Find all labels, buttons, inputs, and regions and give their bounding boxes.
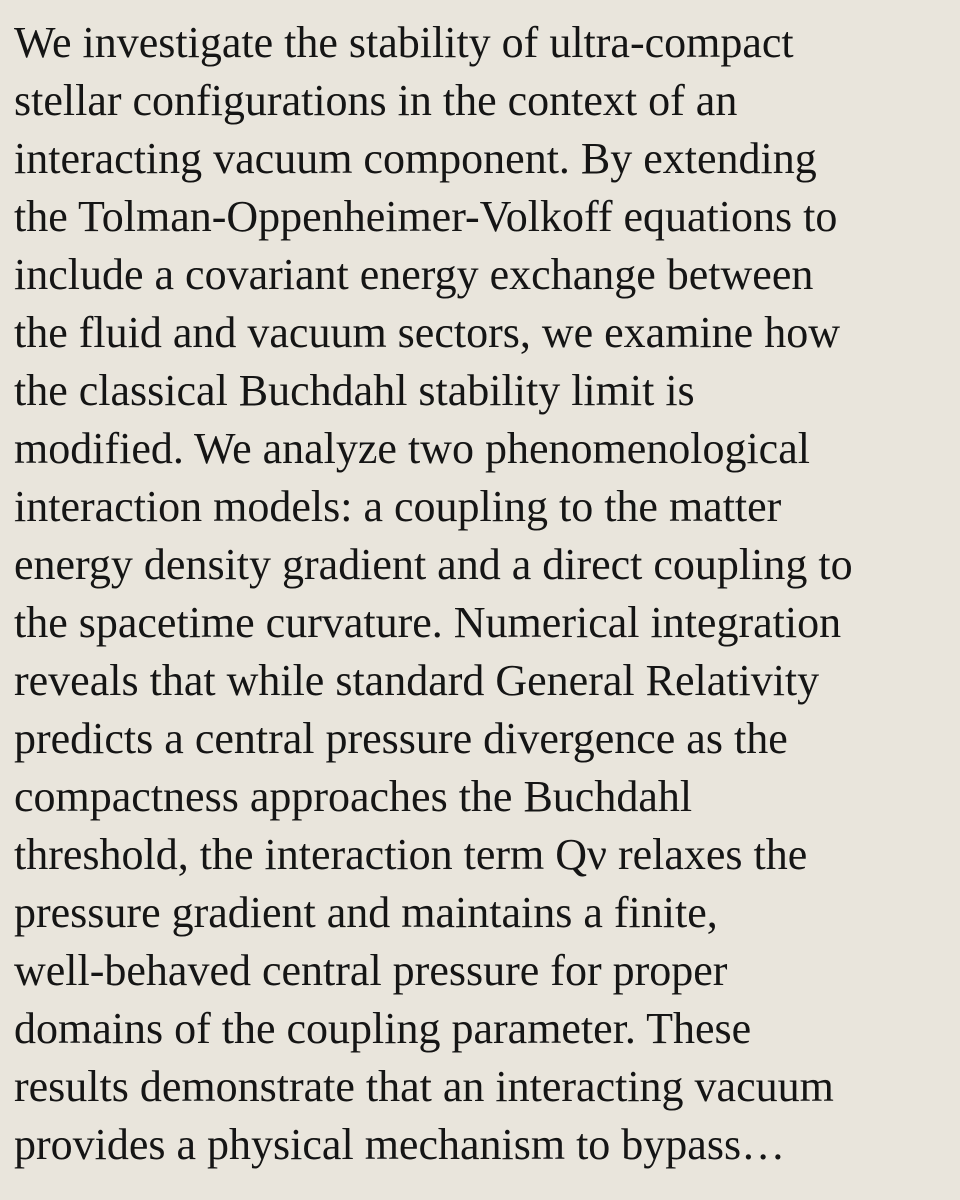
abstract-line: interacting vacuum component. By extending [14, 134, 817, 183]
abstract-line: interaction models: a coupling to the matter [14, 482, 782, 531]
abstract-line: compactness approaches the Buchdahl [14, 772, 693, 821]
abstract-text [14, 14, 942, 1174]
abstract-line: domains of the coupling parameter. These [14, 1004, 752, 1053]
abstract-line: the spacetime curvature. Numerical integration [14, 598, 842, 647]
abstract-line: predicts a central pressure divergence as the [14, 714, 788, 763]
abstract-line: the Tolman-Oppenheimer-Volkoff equations to [14, 192, 838, 241]
abstract-line: results demonstrate that an interacting vacuum [14, 1062, 834, 1111]
abstract-line: energy density gradient and a direct coupling to [14, 540, 853, 589]
abstract-line: provides a physical mechanism to bypass… [14, 1120, 786, 1169]
abstract-line: We investigate the stability of ultra-compact [14, 18, 794, 67]
abstract-line: reveals that while standard General Relativity [14, 656, 820, 705]
abstract-line: modified. We analyze two phenomenological [14, 424, 810, 473]
abstract-line: well-behaved central pressure for proper [14, 946, 728, 995]
abstract-line: the classical Buchdahl stability limit is [14, 366, 695, 415]
abstract-line: include a covariant energy exchange between [14, 250, 814, 299]
abstract-line: stellar configurations in the context of an [14, 76, 738, 125]
abstract-line: threshold, the interaction term Qν relaxes the [14, 830, 808, 879]
abstract-line: the fluid and vacuum sectors, we examine how [14, 308, 840, 357]
abstract-line: pressure gradient and maintains a finite, [14, 888, 718, 937]
